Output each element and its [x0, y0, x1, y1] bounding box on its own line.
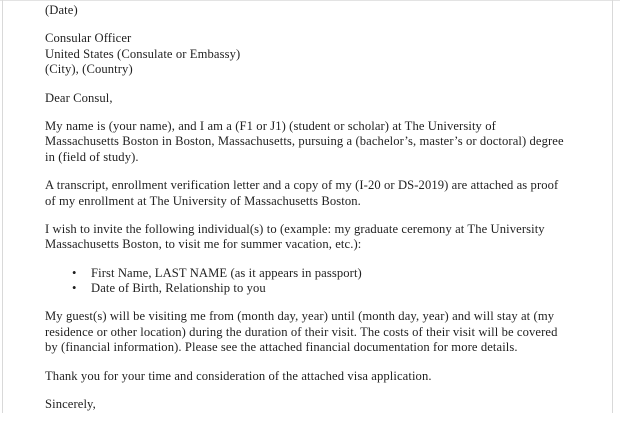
bullet-icon: • [72, 281, 77, 296]
paragraph-line: My name is (your name), and I am a (F1 or J1) (student or scholar) at The University of [45, 118, 496, 133]
paragraph-line: of my enrollment at The University of Massachusetts Boston. [45, 193, 361, 208]
paragraph-line: I wish to invite the following individual(s) to (example: my graduate ceremony at The University [45, 221, 545, 236]
thanks-paragraph [45, 369, 564, 384]
recipient-organization: United States (Consulate or Embassy) [45, 46, 241, 61]
recipient-title: Consular Officer [45, 31, 132, 46]
paragraph-line: residence or other location) during the duration of their visit. The costs of their visit will be covered [45, 324, 558, 339]
guest-details-list [45, 266, 564, 297]
paragraph-line: Thank you for your time and consideration of the attached visa application. [45, 368, 432, 383]
invitation-paragraph [45, 222, 564, 253]
bullet-icon: • [72, 265, 77, 280]
paragraph-line: in (field of study). [45, 149, 139, 164]
salutation: Dear Consul, [45, 90, 113, 105]
list-item [45, 281, 564, 296]
page-edge-top [0, 0, 620, 1]
page-edge-left [2, 0, 3, 413]
paragraph-line: Massachusetts Boston, to visit me for summer vacation, etc.): [45, 237, 362, 252]
date-placeholder: (Date) [45, 3, 78, 17]
paragraph-line: My guest(s) will be visiting me from (month day, year) until (month day, year) and will stay at (my [45, 309, 555, 324]
date-block [45, 3, 564, 18]
guest-birth-relationship-bullet: Date of Birth, Relationship to you [91, 281, 266, 296]
salutation-block [45, 91, 564, 106]
letter-body [45, 3, 564, 425]
closing: Sincerely, [45, 397, 96, 412]
page-edge-right [612, 0, 613, 413]
enrollment-paragraph [45, 178, 564, 209]
visit-details-paragraph [45, 309, 564, 355]
guest-name-bullet: First Name, LAST NAME (as it appears in passport) [91, 265, 362, 280]
closing-block [45, 397, 564, 412]
paragraph-line: Massachusetts Boston in Boston, Massachusetts, pursuing a (bachelor’s, master’s or doctoral) degree [45, 134, 564, 149]
intro-paragraph [45, 119, 564, 165]
list-item [45, 266, 564, 281]
paragraph-line: A transcript, enrollment verification letter and a copy of my (I-20 or DS-2019) are attached as proof [45, 178, 559, 193]
recipient-location: (City), (Country) [45, 62, 133, 77]
paragraph-line: by (financial information). Please see the attached financial documentation for more details. [45, 340, 518, 355]
recipient-address-block [45, 31, 564, 77]
